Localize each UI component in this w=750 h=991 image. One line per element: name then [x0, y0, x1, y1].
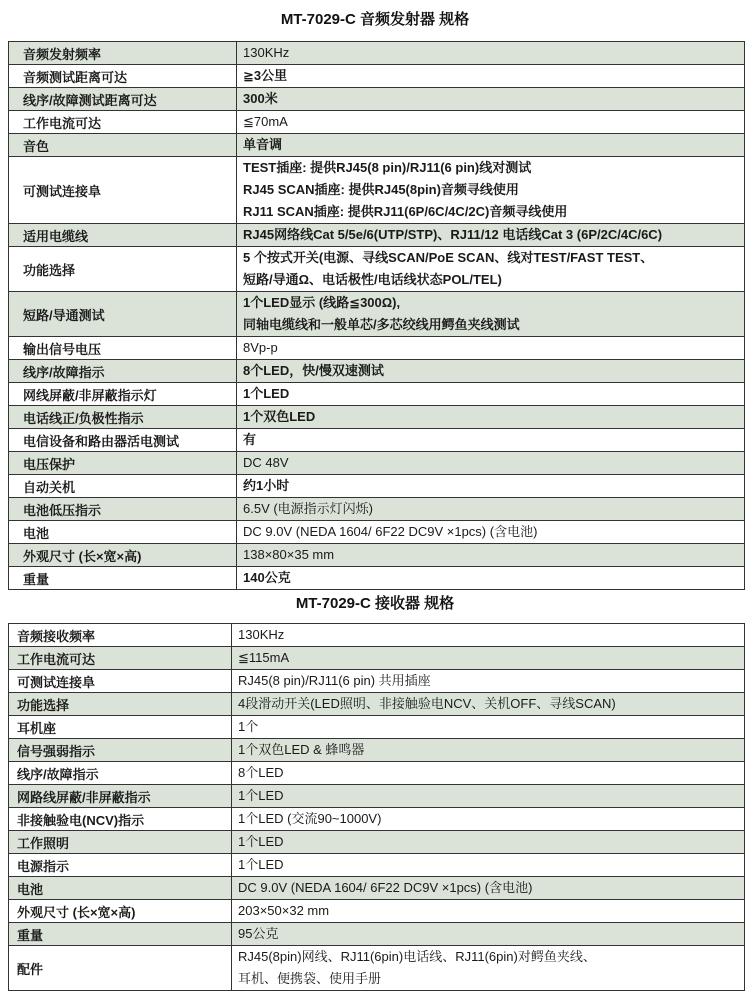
spec-label: 电池 [9, 521, 237, 544]
spec-label: 功能选择 [9, 693, 232, 716]
spec-row [9, 42, 745, 65]
spec-value-line: DC 9.0V (NEDA 1604/ 6F22 DC9V ×1pcs) (含电池) [238, 880, 533, 895]
spec-label: 功能选择 [9, 247, 237, 292]
spec-value [232, 900, 745, 923]
spec-label: 电源指示 [9, 854, 232, 877]
spec-value-line: 6.5V (电源指示灯闪烁) [243, 501, 374, 516]
spec-label: 网线屏蔽/非屏蔽指示灯 [9, 383, 237, 406]
spec-value-line: 130KHz [243, 45, 290, 60]
receiver-title: MT-7029-C 接收器 规格 [295, 595, 455, 612]
spec-value [237, 452, 745, 475]
transmitter-title: MT-7029-C 音频发射器 规格 [280, 11, 470, 28]
spec-value-line: 1个LED [238, 788, 284, 803]
spec-row [9, 337, 745, 360]
spec-value-line: 8Vp-p [243, 340, 278, 355]
spec-value [232, 762, 745, 785]
spec-label: 工作照明 [9, 831, 232, 854]
spec-value-line: 有 [243, 432, 257, 447]
spec-label: 输出信号电压 [9, 337, 237, 360]
spec-value-line: ≧3公里 [243, 68, 288, 83]
spec-row [9, 567, 745, 590]
spec-value [232, 739, 745, 762]
spec-value [232, 946, 745, 991]
spec-value [237, 111, 745, 134]
spec-label: 电池低压指示 [9, 498, 237, 521]
spec-value [232, 693, 745, 716]
spec-value-line: 138×80×35 mm [243, 547, 335, 562]
spec-label: 重量 [9, 567, 237, 590]
spec-row [9, 647, 745, 670]
spec-value-line: 95公克 [238, 926, 279, 941]
spec-row [9, 716, 745, 739]
spec-row [9, 224, 745, 247]
spec-row [9, 406, 745, 429]
transmitter-spec-table [8, 41, 745, 590]
spec-value [237, 406, 745, 429]
spec-row [9, 923, 745, 946]
spec-value-line: 1个双色LED [243, 409, 316, 424]
spec-label: 耳机座 [9, 716, 232, 739]
spec-label: 电信设备和路由器活电测试 [9, 429, 237, 452]
spec-value-line: DC 48V [243, 455, 289, 470]
spec-row [9, 624, 745, 647]
spec-label: 自动关机 [9, 475, 237, 498]
spec-value-line: 130KHz [238, 627, 285, 642]
spec-label: 线序/故障指示 [9, 762, 232, 785]
spec-row [9, 292, 745, 337]
spec-value-line: TEST插座: 提供RJ45(8 pin)/RJ11(6 pin)线对测试 [243, 160, 532, 175]
spec-row [9, 111, 745, 134]
spec-value-line: 1个双色LED & 蜂鸣器 [238, 742, 365, 757]
spec-value-line: RJ45网络线Cat 5/5e/6(UTP/STP)、RJ11/12 电话线Cat 3 (6P/2C/4C/6C) [243, 227, 663, 242]
spec-value-line: 1个LED [238, 834, 284, 849]
spec-label: 可测试连接阜 [9, 670, 232, 693]
spec-label: 音频接收频率 [9, 624, 232, 647]
spec-value-line: 同轴电缆线和一般单芯/多芯绞线用鳄鱼夹线测试 [243, 317, 520, 332]
spec-value-line: 1个LED [243, 386, 290, 401]
spec-value-line: 单音调 [243, 137, 283, 152]
spec-row [9, 157, 745, 224]
spec-label: 适用电缆线 [9, 224, 237, 247]
spec-value [237, 498, 745, 521]
spec-value-line: 短路/导通Ω、电话极性/电话线状态POL/TEL) [243, 272, 502, 287]
spec-row [9, 360, 745, 383]
spec-value [232, 808, 745, 831]
spec-value [237, 88, 745, 111]
spec-row [9, 831, 745, 854]
spec-value [237, 567, 745, 590]
spec-value [237, 360, 745, 383]
spec-row [9, 854, 745, 877]
spec-row [9, 785, 745, 808]
spec-row [9, 521, 745, 544]
spec-row [9, 946, 745, 991]
spec-value-line: 耳机、便携袋、使用手册 [238, 971, 382, 986]
spec-label: 音色 [9, 134, 237, 157]
spec-label: 可测试连接阜 [9, 157, 237, 224]
spec-value [232, 716, 745, 739]
receiver-spec-table [8, 623, 745, 991]
spec-value-line: ≦70mA [243, 114, 288, 129]
spec-label: 配件 [9, 946, 232, 991]
spec-value [237, 65, 745, 88]
spec-label: 电话线正/负极性指示 [9, 406, 237, 429]
spec-value [232, 647, 745, 670]
spec-row [9, 877, 745, 900]
spec-value [232, 670, 745, 693]
spec-value-line: 300米 [243, 91, 278, 106]
spec-label: 网路线屏蔽/非屏蔽指示 [9, 785, 232, 808]
spec-value [237, 247, 745, 292]
spec-label: 非接触验电(NCV)指示 [9, 808, 232, 831]
spec-value-line: 4段滑动开关(LED照明、非接触验电NCV、关机OFF、寻线SCAN) [238, 696, 616, 711]
spec-value-line: 140公克 [243, 570, 291, 585]
spec-label: 音频发射频率 [9, 42, 237, 65]
spec-label: 工作电流可达 [9, 111, 237, 134]
spec-value [232, 877, 745, 900]
spec-row [9, 900, 745, 923]
spec-row [9, 739, 745, 762]
spec-value-line: 5 个按式开关(电源、寻线SCAN/PoE SCAN、线对TEST/FAST TEST、 [243, 250, 654, 265]
spec-row [9, 498, 745, 521]
spec-value [237, 475, 745, 498]
spec-label: 短路/导通测试 [9, 292, 237, 337]
spec-row [9, 65, 745, 88]
spec-row [9, 808, 745, 831]
spec-value [237, 42, 745, 65]
spec-label: 线序/故障指示 [9, 360, 237, 383]
spec-row [9, 693, 745, 716]
spec-value [237, 383, 745, 406]
spec-value [232, 624, 745, 647]
spec-value [237, 157, 745, 224]
spec-value-line: DC 9.0V (NEDA 1604/ 6F22 DC9V ×1pcs) (含电池) [243, 524, 538, 539]
spec-value-line: 约1小时 [243, 478, 290, 493]
spec-row [9, 247, 745, 292]
spec-value-line: 1个LED显示 (线路≦300Ω), [243, 295, 401, 310]
spec-value [232, 854, 745, 877]
spec-row [9, 429, 745, 452]
spec-value-line: 8个LED [238, 765, 284, 780]
spec-value-line: RJ45 SCAN插座: 提供RJ45(8pin)音频寻线使用 [243, 182, 519, 197]
spec-value [237, 224, 745, 247]
spec-value [232, 831, 745, 854]
spec-value-line: 1个LED (交流90~1000V) [238, 811, 382, 826]
spec-value [237, 337, 745, 360]
spec-row [9, 544, 745, 567]
spec-value [237, 521, 745, 544]
spec-row [9, 475, 745, 498]
spec-label: 重量 [9, 923, 232, 946]
spec-value [237, 292, 745, 337]
spec-value-line: 203×50×32 mm [238, 903, 330, 918]
spec-value [237, 544, 745, 567]
spec-value [232, 785, 745, 808]
spec-value [237, 429, 745, 452]
spec-label: 音频测试距离可达 [9, 65, 237, 88]
spec-label: 电压保护 [9, 452, 237, 475]
spec-value-line: ≦115mA [238, 650, 290, 665]
spec-label: 信号强弱指示 [9, 739, 232, 762]
spec-value [237, 134, 745, 157]
spec-value-line: RJ45(8 pin)/RJ11(6 pin) 共用插座 [238, 673, 431, 688]
spec-row [9, 670, 745, 693]
spec-label: 线序/故障测试距离可达 [9, 88, 237, 111]
spec-row [9, 383, 745, 406]
spec-label: 工作电流可达 [9, 647, 232, 670]
spec-value-line: RJ45(8pin)网线、RJ11(6pin)电话线、RJ11(6pin)对鳄鱼夹线、 [238, 949, 596, 964]
spec-value-line: 1个LED [238, 857, 284, 872]
spec-value [232, 923, 745, 946]
spec-value-line: RJ11 SCAN插座: 提供RJ11(6P/6C/4C/2C)音频寻线使用 [243, 204, 568, 219]
spec-label: 外观尺寸 (长×宽×高) [9, 900, 232, 923]
spec-label: 外观尺寸 (长×宽×高) [9, 544, 237, 567]
spec-row [9, 88, 745, 111]
spec-value-line: 8个LED，快/慢双速测试 [243, 363, 384, 378]
spec-label: 电池 [9, 877, 232, 900]
spec-value-line: 1个 [238, 719, 259, 734]
spec-row [9, 762, 745, 785]
spec-row [9, 134, 745, 157]
spec-row [9, 452, 745, 475]
